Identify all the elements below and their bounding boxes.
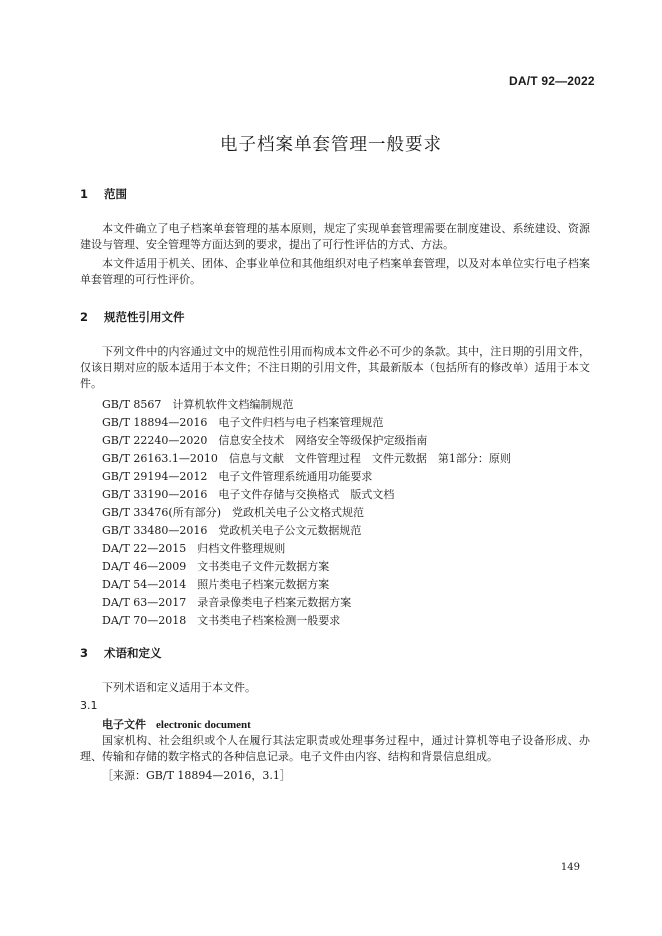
section-title: 范围 <box>104 187 127 201</box>
term-definition: 国家机构、社会组织或个人在履行其法定职责或处理事务过程中，通过计算机等电子设备形成、办理、传输和存储的数字格式的各种信息记录。电子文件由内容、结构和背景信息组成。 <box>80 734 590 763</box>
standard-code: DA/T 92—2022 <box>509 74 595 88</box>
reference-code: GB/T 33190—2016 <box>102 488 208 501</box>
reference-code: GB/T 8567 <box>102 398 162 411</box>
reference-item <box>102 414 383 430</box>
reference-item <box>102 486 394 502</box>
reference-code: DA/T 54—2014 <box>102 578 187 591</box>
section-number: 1 <box>80 187 89 201</box>
paragraph: 本文件适用于机关、团体、企事业单位和其他组织对电子档案单套管理，以及对本单位实行电子档案单套管理的可行性评价。 <box>80 257 590 286</box>
reference-item <box>102 432 427 448</box>
reference-name: 党政机关电子公文格式规范 <box>232 506 364 519</box>
reference-name: 电子文件管理系统通用功能要求 <box>218 470 373 483</box>
reference-code: GB/T 26163.1—2010 <box>102 452 218 465</box>
reference-code: GB/T 18894—2016 <box>102 416 208 429</box>
reference-code: GB/T 33480—2016 <box>102 524 208 537</box>
reference-item <box>102 558 329 574</box>
term-source: ［来源：GB/T 18894—2016，3.1］ <box>102 769 291 782</box>
reference-name: 党政机关电子公文元数据规范 <box>218 524 362 537</box>
section-number: 3 <box>80 646 89 660</box>
reference-item <box>102 468 372 484</box>
reference-name: 电子文件归档与电子档案管理规范 <box>218 416 384 429</box>
reference-name: 信息与文献 文件管理过程 文件元数据 第1部分：原则 <box>228 452 511 465</box>
reference-name: 计算机软件文档编制规范 <box>172 398 294 411</box>
reference-code: GB/T 33476(所有部分) <box>102 506 221 519</box>
term-number: 3.1 <box>80 699 98 712</box>
reference-item <box>102 540 285 556</box>
section-heading-normative-references <box>80 309 185 325</box>
reference-name: 文书类电子文件元数据方案 <box>197 560 330 573</box>
section-heading-terms <box>80 645 162 661</box>
reference-name: 文书类电子档案检测一般要求 <box>197 614 341 627</box>
paragraph: 下列术语和定义适用于本文件。 <box>102 681 256 694</box>
reference-item <box>102 612 340 628</box>
reference-code: DA/T 63—2017 <box>102 596 187 609</box>
page-number: 149 <box>560 862 580 873</box>
reference-code: GB/T 22240—2020 <box>102 434 208 447</box>
reference-code: DA/T 22—2015 <box>102 542 187 555</box>
reference-name: 录音录像类电子档案元数据方案 <box>197 596 352 609</box>
reference-item <box>102 450 511 466</box>
reference-name: 信息安全技术 网络安全等级保护定级指南 <box>218 434 428 447</box>
reference-code: DA/T 70—2018 <box>102 614 187 627</box>
reference-item <box>102 594 351 610</box>
section-title: 术语和定义 <box>104 646 162 660</box>
term-entry <box>102 716 251 732</box>
reference-item <box>102 576 329 592</box>
reference-item <box>102 522 361 538</box>
reference-item <box>102 504 364 520</box>
reference-name: 电子文件存储与交换格式 版式文档 <box>218 488 395 501</box>
reference-name: 照片类电子档案元数据方案 <box>197 578 330 591</box>
section-number: 2 <box>80 310 89 324</box>
term-zh: 电子文件 <box>102 718 146 731</box>
section-heading-scope <box>80 186 127 202</box>
paragraph: 下列文件中的内容通过文中的规范性引用而构成本文件必不可少的条款。其中，注日期的引用文件，仅该日期对应的版本适用于本文件；不注日期的引用文件，其最新版本（包括所有的修改单）适用于本文件。 <box>80 345 590 390</box>
reference-name: 归档文件整理规则 <box>197 542 286 555</box>
reference-code: GB/T 29194—2012 <box>102 470 208 483</box>
reference-code: DA/T 46—2009 <box>102 560 187 573</box>
section-title: 规范性引用文件 <box>104 310 185 324</box>
reference-item <box>102 396 293 412</box>
paragraph: 本文件确立了电子档案单套管理的基本原则，规定了实现单套管理需要在制度建设、系统建设、资源建设与管理、安全管理等方面达到的要求，提出了可行性评估的方式、方法。 <box>80 222 590 251</box>
page-title: 电子档案单套管理一般要求 <box>220 135 442 155</box>
term-en: electronic document <box>156 719 251 731</box>
